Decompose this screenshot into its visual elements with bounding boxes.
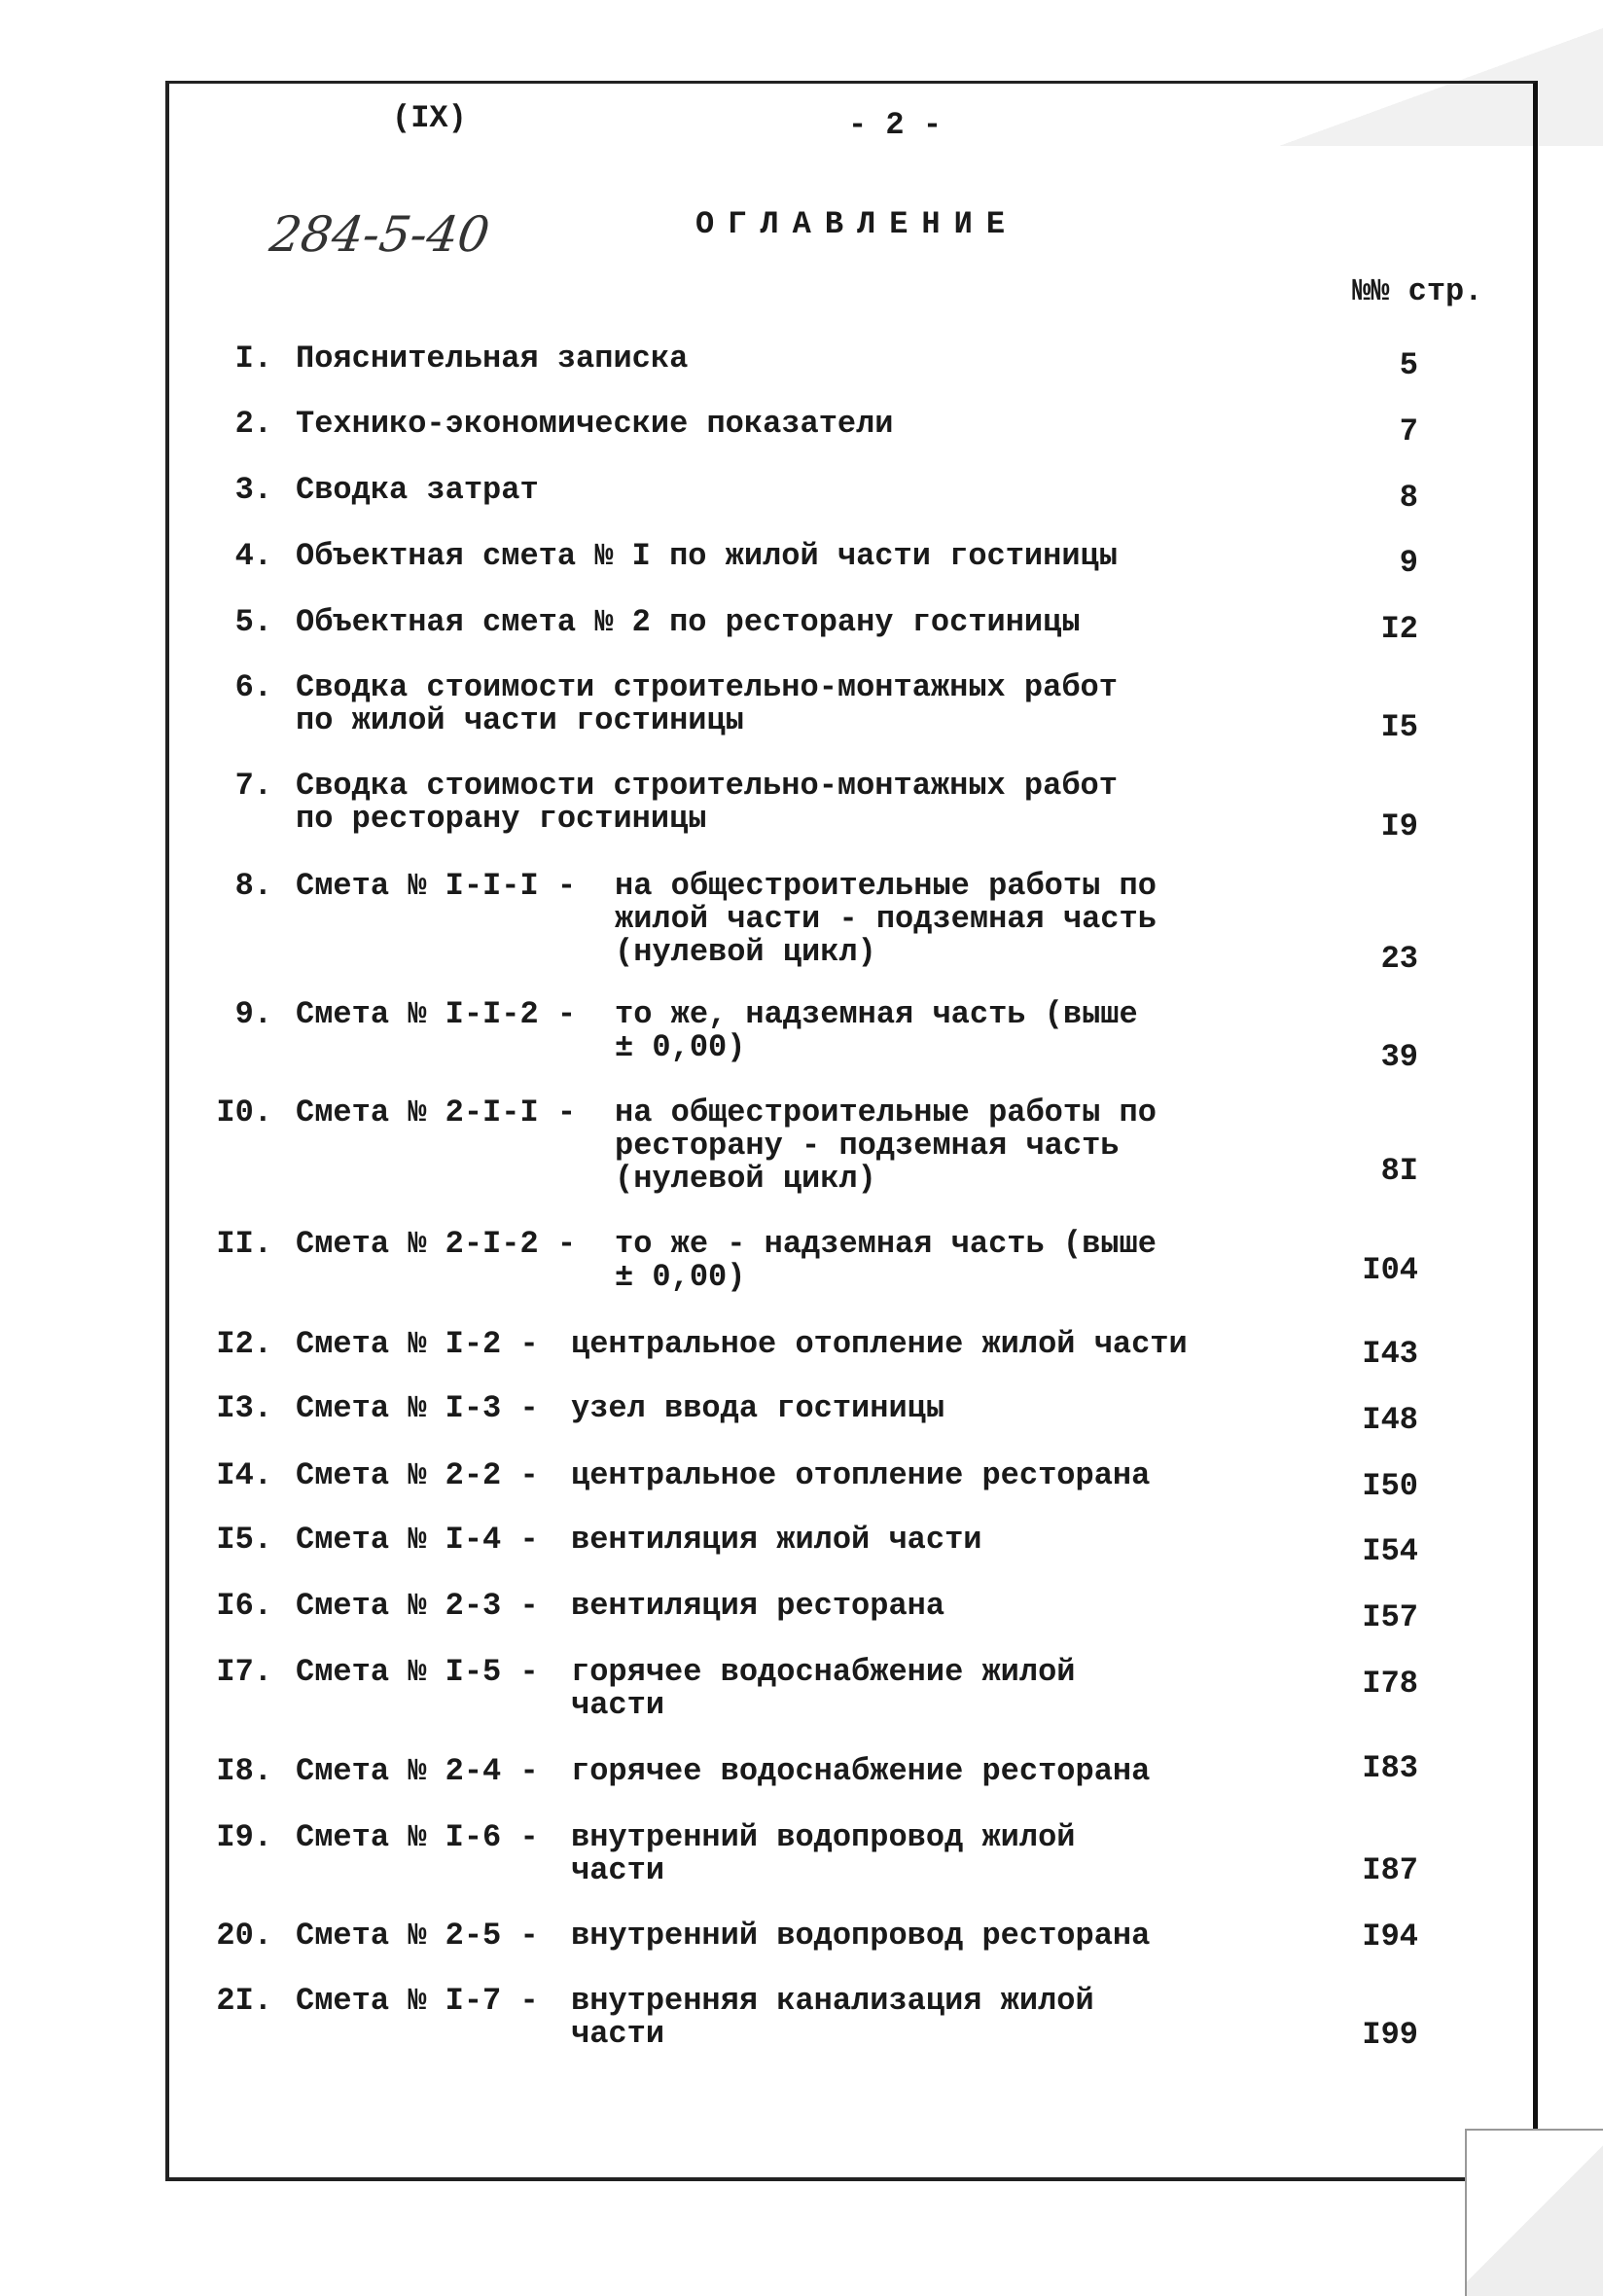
entry-text-line: центральное отопление ресторана	[571, 1457, 1151, 1493]
entry-number: I4.	[216, 1457, 272, 1493]
entry-number: 2.	[234, 406, 272, 442]
entry-number: I3.	[216, 1390, 272, 1426]
entry-text-line: (нулевой цикл)	[615, 1161, 876, 1197]
entry-text-line: части	[571, 1687, 665, 1723]
entry-number: 3.	[234, 472, 272, 508]
page-title: ОГЛАВЛЕНИЕ	[695, 206, 1019, 242]
entry-number: I9.	[216, 1819, 272, 1855]
entry-number: 8.	[234, 868, 272, 904]
entry-page-number: I83	[1362, 1750, 1418, 1786]
entry-text-line: внутренний водопровод ресторана	[571, 1918, 1151, 1954]
entry-page-number: 23	[1380, 941, 1418, 977]
estimate-label: Смета № I-6 -	[296, 1819, 539, 1855]
entry-text-line: горячее водоснабжение ресторана	[571, 1753, 1151, 1789]
entry-page-number: I43	[1362, 1336, 1418, 1372]
page-column-label: №№ стр.	[1352, 273, 1483, 309]
entry-text-line: ресторану - подземная часть	[615, 1128, 1120, 1164]
entry-page-number: 5	[1399, 347, 1418, 383]
entry-page-number: 9	[1399, 545, 1418, 581]
entry-number: II.	[216, 1226, 272, 1262]
handwritten-code: 284-5-40	[266, 206, 493, 263]
entry-text-line: Технико-экономические показатели	[296, 406, 894, 442]
entry-page-number: I54	[1362, 1533, 1418, 1569]
entry-number: 6.	[234, 669, 272, 705]
entry-number: I0.	[216, 1094, 272, 1130]
entry-text-line: ± 0,00)	[615, 1259, 746, 1295]
entry-text-line: вентиляция ресторана	[571, 1588, 945, 1624]
entry-text-line: ± 0,00)	[615, 1029, 746, 1065]
entry-text-line: центральное отопление жилой части	[571, 1326, 1188, 1362]
estimate-label: Смета № I-I-2 -	[296, 996, 577, 1032]
estimate-label: Смета № I-2 -	[296, 1326, 539, 1362]
estimate-label: Смета № I-3 -	[296, 1390, 539, 1426]
entry-page-number: I9	[1380, 808, 1418, 844]
estimate-label: Смета № 2-3 -	[296, 1588, 539, 1624]
entry-number: 5.	[234, 604, 272, 640]
entry-number: 4.	[234, 538, 272, 574]
entry-page-number: 7	[1399, 413, 1418, 449]
entry-text-line: горячее водоснабжение жилой	[571, 1654, 1076, 1690]
entry-text-line: вентиляция жилой части	[571, 1522, 982, 1558]
entry-number: 7.	[234, 768, 272, 804]
entry-page-number: I48	[1362, 1402, 1418, 1438]
entry-number: I6.	[216, 1588, 272, 1624]
estimate-label: Смета № I-4 -	[296, 1522, 539, 1558]
entry-page-number: I57	[1362, 1599, 1418, 1635]
estimate-label: Смета № 2-I-I -	[296, 1094, 577, 1130]
entry-text-line: по ресторану гостиницы	[296, 801, 707, 837]
entry-page-number: I87	[1362, 1852, 1418, 1888]
folded-corner-bottom	[1465, 2129, 1603, 2296]
entry-text-line: Объектная смета № 2 по ресторану гостиницы	[296, 604, 1081, 640]
entry-page-number: I94	[1362, 1919, 1418, 1955]
entry-page-number: I04	[1362, 1252, 1418, 1288]
sheet-roman-number: (IX)	[392, 100, 467, 136]
estimate-label: Смета № 2-I-2 -	[296, 1226, 577, 1262]
entry-number: I7.	[216, 1654, 272, 1690]
entry-page-number: 39	[1380, 1039, 1418, 1075]
entry-text-line: части	[571, 1852, 665, 1888]
entry-text-line: Объектная смета № I по жилой части гостиницы	[296, 538, 1118, 574]
entry-page-number: 8	[1399, 480, 1418, 516]
entry-number: 9.	[234, 996, 272, 1032]
entry-text-line: по жилой части гостиницы	[296, 702, 744, 738]
entry-number: I8.	[216, 1753, 272, 1789]
entry-page-number: I5	[1380, 709, 1418, 745]
entry-number: I5.	[216, 1522, 272, 1558]
estimate-label: Смета № I-5 -	[296, 1654, 539, 1690]
entry-text-line: (нулевой цикл)	[615, 934, 876, 970]
entry-page-number: I78	[1362, 1666, 1418, 1702]
estimate-label: Смета № I-7 -	[296, 1983, 539, 2019]
estimate-label: Смета № 2-2 -	[296, 1457, 539, 1493]
entry-text-line: Пояснительная записка	[296, 341, 689, 377]
entry-text-line: внутренняя канализация жилой	[571, 1983, 1094, 2019]
entry-text-line: внутренний водопровод жилой	[571, 1819, 1076, 1855]
estimate-label: Смета № 2-4 -	[296, 1753, 539, 1789]
entry-page-number: 8I	[1380, 1153, 1418, 1189]
entry-text-line: то же, надземная часть (выше	[615, 996, 1138, 1032]
entry-text-line: части	[571, 2016, 665, 2052]
entry-number: 20.	[216, 1918, 272, 1954]
entry-text-line: Сводка стоимости строительно-монтажных работ	[296, 669, 1118, 705]
entry-number: I2.	[216, 1326, 272, 1362]
entry-text-line: то же - надземная часть (выше	[615, 1226, 1157, 1262]
entry-number: 2I.	[216, 1983, 272, 2019]
entry-number: I.	[234, 341, 272, 377]
entry-text-line: узел ввода гостиницы	[571, 1390, 945, 1426]
entry-text-line: на общестроительные работы по	[615, 868, 1157, 904]
page-number: - 2 -	[848, 107, 943, 143]
entry-text-line: Сводка затрат	[296, 472, 539, 508]
entry-page-number: I99	[1362, 2017, 1418, 2053]
estimate-label: Смета № 2-5 -	[296, 1918, 539, 1954]
entry-page-number: I2	[1380, 611, 1418, 647]
estimate-label: Смета № I-I-I -	[296, 868, 577, 904]
entry-text-line: жилой части - подземная часть	[615, 901, 1157, 937]
entry-text-line: Сводка стоимости строительно-монтажных работ	[296, 768, 1118, 804]
entry-text-line: на общестроительные работы по	[615, 1094, 1157, 1130]
entry-page-number: I50	[1362, 1468, 1418, 1504]
